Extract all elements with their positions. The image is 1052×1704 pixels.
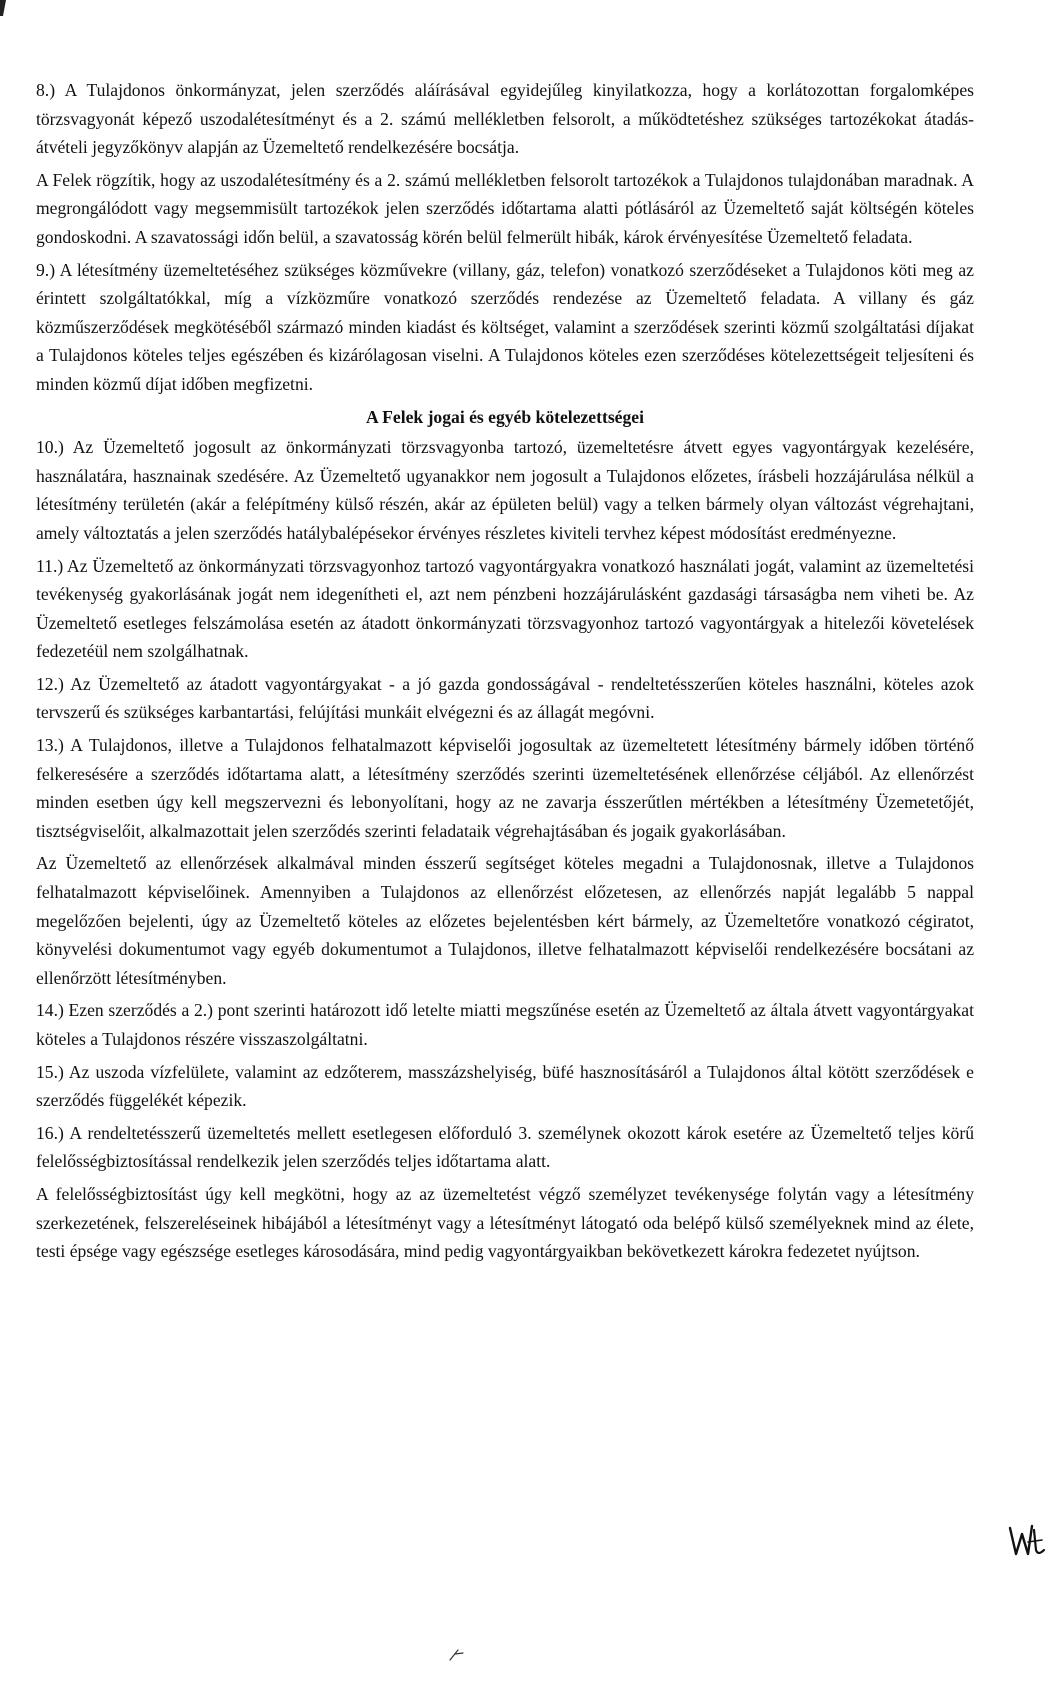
document-page	[36, 76, 974, 1270]
paragraph-13-continued: Az Üzemeltető az ellenőrzések alkalmával minden ésszerű segítséget köteles megadni a Tulajdonosnak, illetve a Tulajdonos felhatalmazott képviselőinek. Amennyiben a Tulajdonos az ellenőrzést előzetesen, az ellenőrzés napját legalább 5 nappal megelőzően bejelenti, úgy az Üzemeltető köteles az előzetes bejelentésben kért bármely, az Üzemeltetőre vonatkozó cégiratot, könyvelési dokumentumot vagy egyéb dokumentumot a Tulajdonos, illetve felhatalmazott képviselői rendelkezésére bocsátani az ellenőrzött létesítményben.	[36, 853, 974, 988]
paragraph-9: 9.) A létesítmény üzemeltetéséhez szükséges közművekre (villany, gáz, telefon) vonatkozó szerződéseket a Tulajdonos köti meg az érintett szolgáltatókkal, míg a vízközműre vonatkozó szerződés rendezése az Üzemeltető feladata. A villany és gáz közműszerződések megkötéséből származó minden kiadást és költséget, valamint a szerződések szerinti közmű szolgáltatási díjakat a Tulajdonos köteles teljes egészében és kizárólagosan viselni. A Tulajdonos köteles ezen szerződéses kötelezettségeit teljesíteni és minden közmű díjat időben megfizetni.	[36, 259, 974, 394]
paragraph-14: 14.) Ezen szerződés a 2.) pont szerinti határozott idő letelte miatti megszűnése esetén az Üzemeltető az általa átvett vagyontárgyakat köteles a Tulajdonos részére visszaszolgáltatni.	[36, 1000, 974, 1049]
paragraph-8-continued: A Felek rögzítik, hogy az uszodalétesítmény és a 2. számú mellékletben felsorolt tartozékok a Tulajdonos tulajdonában maradnak. A megrongálódott vagy megsemmisült tartozékok jelen szerződés időtartama alatti pótlásáról az Üzemeltető saját költségén köteles gondoskodni. A szavatossági időn belül, a szavatosság körén belül felmerült hibák, károk érvényesítése Üzemeltető feladata.	[36, 169, 974, 247]
handwritten-initials	[1006, 1520, 1046, 1564]
paragraph-16: 16.) A rendeltetésszerű üzemeltetés mellett esetlegesen előforduló 3. személynek okozott károk esetére az Üzemeltető teljes körű felelősségbiztosítással rendelkezik jelen szerződés teljes időtartama alatt.	[36, 1122, 974, 1172]
paragraph-11: 11.) Az Üzemeltető az önkormányzati törzsvagyonhoz tartozó vagyontárgyakra vonatkozó használati jogát, valamint az üzemeltetési tevékenység gyakorlásának jogát nem idegenítheti el, azt nem pénzbeni hozzájárulásként gazdasági társaságba nem viheti be. Az Üzemeltető esetleges felszámolása esetén az átadott önkormányzati törzsvagyonhoz tartozó vagyontárgyak a hitelezői követelések fedezetéül nem szolgálhatnak.	[36, 555, 974, 662]
paragraph-16-continued: A felelősségbiztosítást úgy kell megkötni, hogy az az üzemeltetést végző személyzet tevékenysége folytán vagy a létesítmény szerkezetének, felszereléseinek hibájából a létesítményt vagy a létesítményt látogató oda belépő külső személyeknek mind az élete, testi épsége vagy egészsége esetleges károsodására, mind pedig vagyontárgyaikban bekövetkezett károkra fedezetet nyújtson.	[36, 1183, 974, 1262]
section-heading: A Felek jogai és egyéb kötelezettségei	[366, 406, 644, 427]
paragraph-12: 12.) Az Üzemeltető az átadott vagyontárgyakat - a jó gazda gondosságával - rendeltetésszerűen köteles használni, köteles azok tervszerű és szükséges karbantartási, felújítási munkáit elvégezni és az állagát megóvni.	[36, 673, 974, 723]
paragraph-15: 15.) Az uszoda vízfelülete, valamint az edzőterem, masszázshelyiség, büfé hasznosításáról a Tulajdonos által kötött szerződések e szerződés függelékét képezik.	[36, 1061, 974, 1111]
stray-pen-mark	[448, 1646, 466, 1662]
paragraph-8: 8.) A Tulajdonos önkormányzat, jelen szerződés aláírásával egyidejűleg kinyilatkozza, hogy a korlátozottan forgalomképes törzsvagyonát képező uszodalétesítményt és a 2. számú mellékletben felsorolt, a működtetéshez szükséges tartozékokat átadás-átvételi jegyzőkönyv alapján az Üzemeltető rendelkezésére bocsátja.	[36, 80, 974, 158]
paragraph-13: 13.) A Tulajdonos, illetve a Tulajdonos felhatalmazott képviselői jogosultak az üzemeltetett létesítmény bármely időben történő felkeresésére a szerződés időtartama alatt, a létesítmény szerződés szerinti üzemeltetésének ellenőrzése céljából. Az ellenőrzést minden esetben úgy kell megszervezni és lebonyolítani, hogy az ne zavarja ésszerűtlen mértékben a létesítmény Üzemetetőjét, tisztségviselőit, alkalmazottait jelen szerződés szerinti feladataik végrehajtásában és jogaik gyakorlásában.	[36, 735, 974, 841]
page-corner-mark	[0, 0, 8, 16]
paragraph-10: 10.) Az Üzemeltető jogosult az önkormányzati törzsvagyonba tartozó, üzemeltetésre átvett egyes vagyontárgyak kezelésére, használatára, hasznainak szedésére. Az Üzemeltető ugyanakkor nem jogosult a Tulajdonos előzetes, írásbeli hozzájárulása nélkül a létesítmény területén (akár a felépítmény külső részén, akár az épületen belül) vagy a telken bármely olyan változást végrehajtani, amely változtatás a jelen szerződés hatálybalépésekor érvényes részletes kiviteli tervhez képest módosítást eredményezne.	[36, 437, 974, 543]
